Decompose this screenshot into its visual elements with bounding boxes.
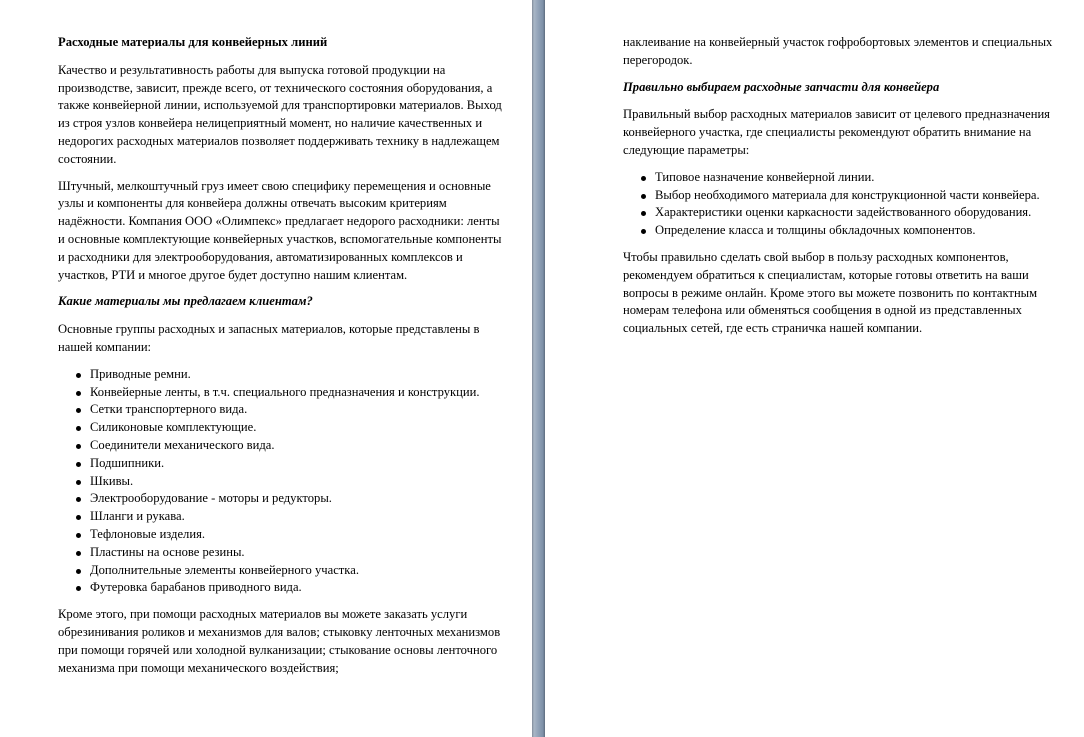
paragraph-continuation: наклеивание на конвейерный участок гофробортовых элементов и специальных перегородок. xyxy=(623,35,1053,67)
page-right-content xyxy=(623,34,1067,347)
list-item: Тефлоновые изделия. xyxy=(90,526,502,544)
subheading-choose-parts: Правильно выбираем расходные запчасти для конвейера xyxy=(623,79,940,94)
parameters-list xyxy=(623,169,1067,240)
list-item: Шкивы. xyxy=(90,473,502,491)
paragraph-contact: Чтобы правильно сделать свой выбор в пользу расходных компонентов, рекомендуем обратиться к специалистам, которые готовы ответить на ваши вопросы в режиме онлайн. Кроме этого вы можете позвонить по контактным номерам телефона или обменяться сообщения в одной из представленных социальных сетей, где есть страничка нашей компании. xyxy=(623,249,1038,336)
list-item: Определение класса и толщины обкладочных компонентов. xyxy=(655,222,1067,240)
page-separator xyxy=(532,0,545,737)
list-item: Сетки транспортерного вида. xyxy=(90,401,502,419)
list-item: Электрооборудование - моторы и редукторы. xyxy=(90,490,502,508)
list-item: Шланги и рукава. xyxy=(90,508,502,526)
paragraph-groups-intro: Основные группы расходных и запасных материалов, которые представлены в нашей компании: xyxy=(58,322,480,354)
paragraph-quality: Качество и результативность работы для выпуска готовой продукции на производстве, зависит, прежде всего, от технического состояния оборудования, а также конвейерной линии, используемой для транспортировки материалов. Выход из строя узлов конвейера нелицеприятный момент, но наличие качественных и недорогих расходных материалов позволяет поддерживать технику в надлежащем состоянии. xyxy=(58,62,502,166)
page-left-content xyxy=(58,34,502,686)
list-item: Выбор необходимого материала для конструкционной части конвейера. xyxy=(655,187,1067,205)
paragraph-choice: Правильный выбор расходных материалов зависит от целевого предназначения конвейерного участка, где специалисты рекомендуют обратить внимание на следующие параметры: xyxy=(623,107,1050,157)
list-item: Конвейерные ленты, в т.ч. специального предназначения и конструкции. xyxy=(90,384,502,402)
document-title: Расходные материалы для конвейерных линий xyxy=(58,35,328,49)
list-item: Соединители механического вида. xyxy=(90,437,502,455)
list-item: Типовое назначение конвейерной линии. xyxy=(655,169,1067,187)
paragraph-services: Кроме этого, при помощи расходных материалов вы можете заказать услуги обрезинивания роликов и механизмов для валов; стыковку ленточных механизмов при помощи горячей или холодной вулканизации; стыкование основы ленточного механизма при помощи механического воздействия; xyxy=(58,607,501,675)
list-item: Характеристики оценки каркасности задействованного оборудования. xyxy=(655,204,1067,222)
list-item: Силиконовые комплектующие. xyxy=(90,419,502,437)
document-page-left xyxy=(0,0,532,737)
list-item: Дополнительные элементы конвейерного участка. xyxy=(90,562,502,580)
paragraph-cargo: Штучный, мелкоштучный груз имеет свою специфику перемещения и основные узлы и компоненты для конвейера должны отвечать высоким критериям надёжности. Компания ООО «Олимпекс» предлагает недорого расходники: ленты и основные комплектующие конвейерных участков, вспомогательные компоненты и расходники для электрооборудования, автоматизированных комплексов и участков, РТИ и многое другое будет доступно нашим клиентам. xyxy=(58,178,502,282)
document-page-right xyxy=(545,0,1084,737)
list-item: Футеровка барабанов приводного вида. xyxy=(90,579,502,597)
list-item: Пластины на основе резины. xyxy=(90,544,502,562)
subheading-materials: Какие материалы мы предлагаем клиентам? xyxy=(58,294,313,309)
list-item: Подшипники. xyxy=(90,455,502,473)
materials-list xyxy=(58,366,502,597)
list-item: Приводные ремни. xyxy=(90,366,502,384)
